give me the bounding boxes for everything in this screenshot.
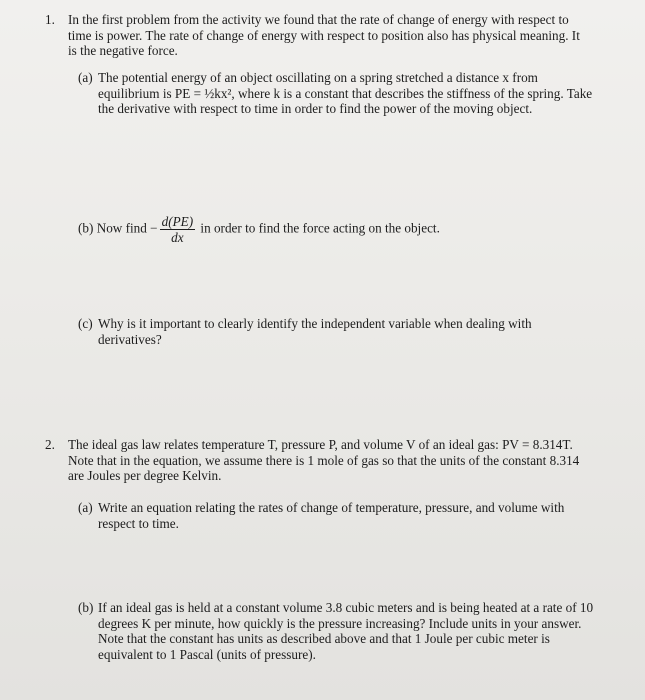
question-2a-label: (a) (78, 500, 93, 515)
question-2-number: 2. (45, 437, 55, 452)
derivative-fraction (160, 214, 196, 245)
question-2b-label: (b) (78, 600, 94, 615)
question-2b-text: If an ideal gas is held at a constant volume 3.8 cubic meters and is being heated at a rate of 10 degrees K per minute, how quickly is the pressure increasing? Include units in your answer. Note that the constant has units as described above and that 1 Joule per cubic meter is equivalent to 1 Pascal (units of pressure). (98, 600, 594, 662)
fraction-numerator: d(PE) (161, 214, 194, 229)
question-1-intro: In the first problem from the activity we found that the rate of change of energy with respect to time is power. The rate of change of energy with respect to position also has physical meaning. It is the negative force. (68, 12, 580, 59)
question-1-number: 1. (45, 12, 55, 27)
fraction-denominator: dx (171, 230, 184, 245)
question-1b (78, 214, 598, 245)
question-1a-text: The potential energy of an object oscillating on a spring stretched a distance x from equilibrium is PE = ½kx², where k is a constant that describes the stiffness of the spring. Take the derivative with respect to time in order to find the power of the moving object. (98, 70, 593, 117)
question-1c-text: Why is it important to clearly identify the independent variable when dealing with derivatives? (98, 316, 532, 347)
question-2-intro: The ideal gas law relates temperature T, pressure P, and volume V of an ideal gas: PV = 8.314T. Note that in the equation, we assume there is 1 mole of gas so that the units of the constant 8.314 are Joules per degree Kelvin. (68, 437, 580, 484)
question-1b-label: (b) (78, 220, 94, 236)
question-1b-before: Now find − (96, 220, 158, 236)
question-1b-after: in order to find the force acting on the object. (200, 220, 440, 236)
question-1c-label: (c) (78, 316, 93, 331)
question-1a-label: (a) (78, 70, 93, 85)
question-2a-text: Write an equation relating the rates of change of temperature, pressure, and volume with respect to time. (98, 500, 565, 531)
